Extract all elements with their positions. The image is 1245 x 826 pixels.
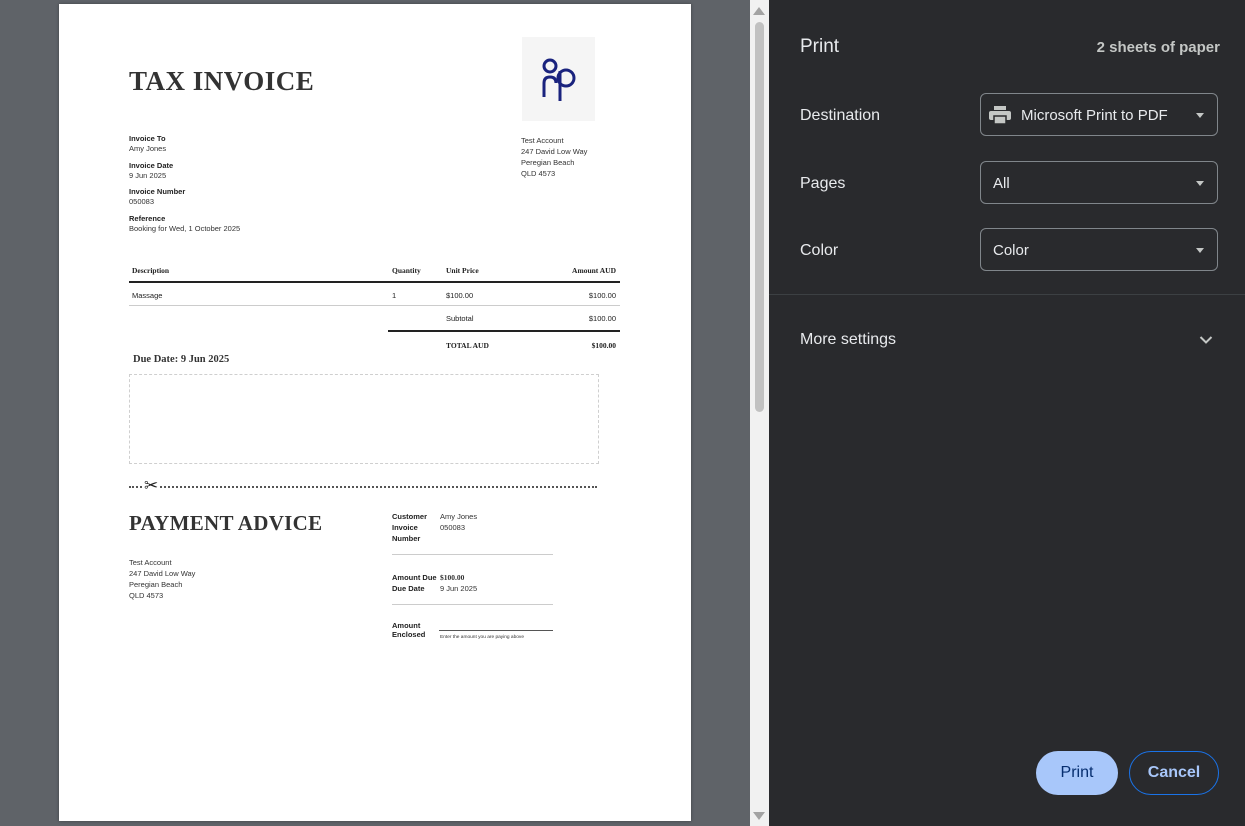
panel-title: Print [800, 36, 840, 57]
th-amount: Amount AUD [572, 266, 616, 275]
subtotal-value: $100.00 [588, 314, 616, 323]
panel-divider [769, 294, 1245, 295]
reference-value: Booking for Wed, 1 October 2025 [129, 224, 241, 233]
amount-enclosed-line [439, 630, 553, 631]
reference-block [129, 214, 240, 234]
customer-value: Amy Jones [440, 512, 478, 521]
caret-down-icon [1196, 113, 1204, 118]
pa-divider [392, 554, 553, 555]
printer-icon [989, 106, 1011, 124]
row-divider [129, 305, 620, 306]
row-unit-price: $100.00 [446, 291, 474, 300]
chevron-down-icon[interactable] [1199, 335, 1213, 345]
invoice-to-block [129, 134, 166, 154]
from-line: Test Account [521, 136, 564, 145]
invoice-number-label: Invoice Number [129, 187, 186, 196]
invoice-page [59, 4, 691, 821]
sheet-count: 2 sheets of paper [1096, 39, 1220, 56]
amount-enclosed-label-2: Enclosed [392, 630, 426, 639]
cut-line [129, 486, 597, 488]
th-quantity: Quantity [392, 266, 421, 275]
pa-due-date-label: Due Date [392, 584, 425, 593]
total-label: TOTAL AUD [446, 341, 489, 350]
pages-select[interactable] [980, 161, 1218, 204]
pa-number-label: Number [392, 534, 421, 543]
invoice-to-value: Amy Jones [129, 144, 167, 153]
row-description: Massage [132, 291, 163, 300]
amount-due-value: $100.00 [440, 573, 465, 582]
payment-advice-address [129, 557, 195, 601]
pa-divider [392, 604, 553, 605]
address-line: QLD 4573 [129, 591, 164, 600]
destination-label: Destination [800, 107, 881, 124]
destination-value: Microsoft Print to PDF [1021, 107, 1168, 124]
color-value: Color [993, 242, 1029, 259]
amount-enclosed-label: Amount [392, 621, 421, 630]
invoice-number-value: 050083 [129, 197, 155, 206]
pa-invoice-number-value: 050083 [440, 523, 466, 532]
total-rule [388, 330, 620, 332]
caret-down-icon [1196, 248, 1204, 253]
header-rule [129, 281, 620, 283]
reference-label: Reference [129, 214, 166, 223]
invoice-number-block [129, 187, 185, 207]
subtotal-label: Subtotal [446, 314, 474, 323]
amount-due-label: Amount Due [392, 573, 437, 582]
total-value: $100.00 [591, 341, 616, 350]
from-line: 247 David Low Way [521, 147, 588, 156]
color-select[interactable] [980, 228, 1218, 271]
address-line: Peregian Beach [129, 580, 183, 589]
invoice-to-label: Invoice To [129, 134, 166, 143]
from-line: Peregian Beach [521, 158, 575, 167]
print-button[interactable]: Print [1036, 751, 1118, 795]
scissors-icon: ✂ [144, 476, 159, 495]
logo-icon [522, 37, 595, 121]
notes-box [129, 374, 599, 464]
pages-label: Pages [800, 175, 846, 192]
scroll-up-icon[interactable] [753, 7, 765, 15]
address-line: 247 David Low Way [129, 569, 196, 578]
more-settings-toggle[interactable]: More settings [800, 331, 897, 348]
print-settings-panel [769, 0, 1245, 826]
from-address [521, 135, 587, 179]
payment-advice-title: PAYMENT ADVICE [129, 511, 323, 535]
color-label: Color [800, 242, 839, 259]
pages-value: All [993, 175, 1010, 192]
invoice-date-label: Invoice Date [129, 161, 174, 170]
row-quantity: 1 [392, 291, 397, 300]
scrollbar-thumb[interactable] [755, 22, 764, 412]
th-description: Description [132, 266, 170, 275]
amount-enclosed-hint: Enter the amount you are paying above [440, 635, 525, 640]
th-unit-price: Unit Price [446, 266, 479, 275]
due-date: Due Date: 9 Jun 2025 [133, 354, 230, 365]
pa-due-date-value: 9 Jun 2025 [440, 584, 478, 593]
address-line: Test Account [129, 558, 172, 567]
cancel-button[interactable]: Cancel [1129, 751, 1219, 795]
destination-select[interactable] [980, 93, 1218, 136]
invoice-title: TAX INVOICE [129, 66, 315, 96]
customer-label: Customer [392, 512, 428, 521]
scroll-down-icon[interactable] [753, 812, 765, 820]
invoice-date-block [129, 161, 173, 181]
invoice-date-value: 9 Jun 2025 [129, 171, 167, 180]
caret-down-icon [1196, 181, 1204, 186]
pa-invoice-label: Invoice [392, 523, 418, 532]
row-amount: $100.00 [588, 291, 616, 300]
from-line: QLD 4573 [521, 169, 556, 178]
